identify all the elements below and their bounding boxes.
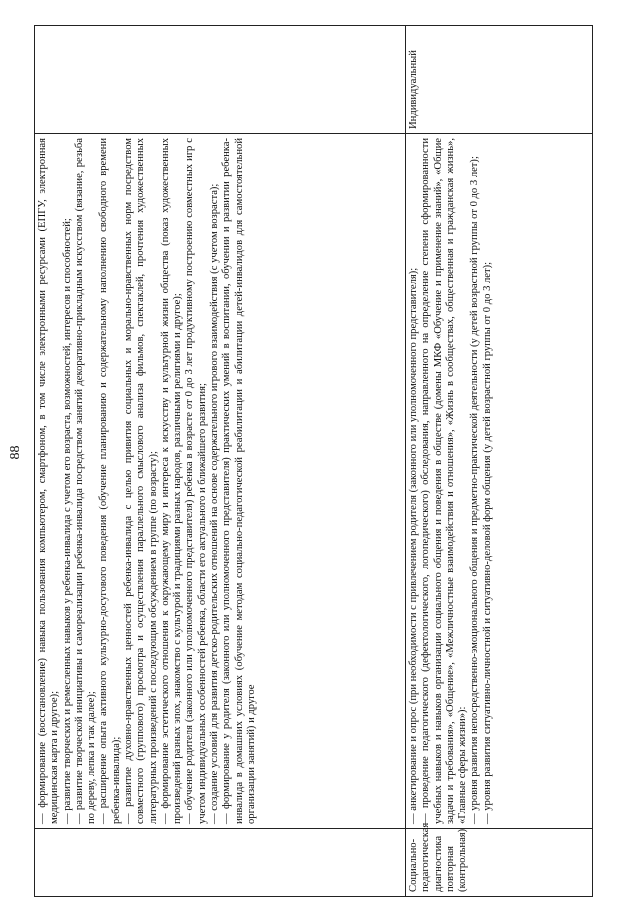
service-content-cell — [406, 134, 593, 829]
list-item: — расширение опыта активного культурно-досугового поведения (обучение планированию и содержательному наполнению свободного времени ребенка-инвалида); — [98, 138, 122, 824]
list-item: — развитие духовно-нравственных ценностей ребенка-инвалида с целью привития социальных и морально-нравственных норм посредством совместного (группового) просмотра и осуществления параллельного смыслового анализа фильмов, спектаклей, прочтения художественных литературных произведений с последующим обсуждением в группе (по возрасту); — [122, 138, 159, 824]
list-item: — формирование эстетического отношения к окружающему миру и интереса к искусству и культурной жизни общества (показ художественных произведений разных эпох, знакомство с культурой и традициями разных народов, различными религиями и другое); — [159, 138, 184, 824]
list-item: — формирование у родителя (законного или уполномоченного представителя) практических умений в воспитании, обучении и развитии ребенка-инвалида в домашних условиях (обучение методам социально-педагогической реабилитации и абилитации детей-инвалидов для самостоятельной организации занятий) и другое — [221, 138, 257, 824]
list-item: — создание условий для развития детско-родительских отношений на основе содержательного игрового взаимодействия (с учетом возраста); — [208, 183, 220, 824]
list-item: — обучение родителя (законного или уполномоченного представителя) ребенка в возрасте от 0 до 3 лет продуктивному построению совместных игр с учетом индивидуальных особенностей ребенка, области его актуального и ближайшего развития; — [184, 138, 208, 824]
service-content-cell — [35, 134, 406, 829]
list-item: — развитие творческой инициативы и самореализации ребенка-инвалида посредством занятий декоративно-прикладным искусством (вязание, резьба по дереву, лепка и так далее); — [73, 138, 98, 824]
list-item: — уровня развития ситуативно-личностной и ситуативно-деловой форм общения (у детей возрастной группы от 0 до 3 лет); — [481, 261, 493, 824]
service-form-cell: Индивидуальный — [406, 26, 593, 134]
page-number: 88 — [8, 445, 23, 460]
list-item: — уровня развития непосредственно-эмоционального общения и предметно-практической деятельности (у детей возрастной группы от 0 до 3 лет); — [469, 156, 481, 824]
service-form-cell — [35, 26, 406, 134]
list-item: — формирование (восстановление) навыка пользования компьютером, смартфоном, в том числе электронными ресурсами (ЕПГУ, электронная медицинская карта и другое); — [37, 138, 61, 824]
list-item: — развитие творческих и ремесленных навыков у ребенка-инвалида с учетом его возраста, возможностей, интересов и способностей; — [61, 218, 73, 824]
list-item: — анкетирование и опрос (при необходимости с привлечением родителя (законного или уполномоченного представителя); — [408, 267, 419, 824]
service-name-cell — [35, 829, 406, 897]
service-name-cell: Социально-педагогическая диагностика повторная (контрольная) — [406, 829, 593, 897]
services-table — [34, 25, 593, 897]
list-item: — проведение педагогического (дефектологического, логопедического) обследования, направленного на определение степени сформированности учебных навыков и навыков организации социального общения и поведения в обществе (домены МКФ «Обучение и применение знаний», «Общие задачи и требования», «Общение», «Межличностные взаимодействия и отношения», «Жизнь в сообществах, общественная и гражданская жизнь», «Главные сферы жизни»): — [420, 138, 469, 824]
table-row — [35, 26, 406, 897]
table-row — [406, 26, 593, 897]
